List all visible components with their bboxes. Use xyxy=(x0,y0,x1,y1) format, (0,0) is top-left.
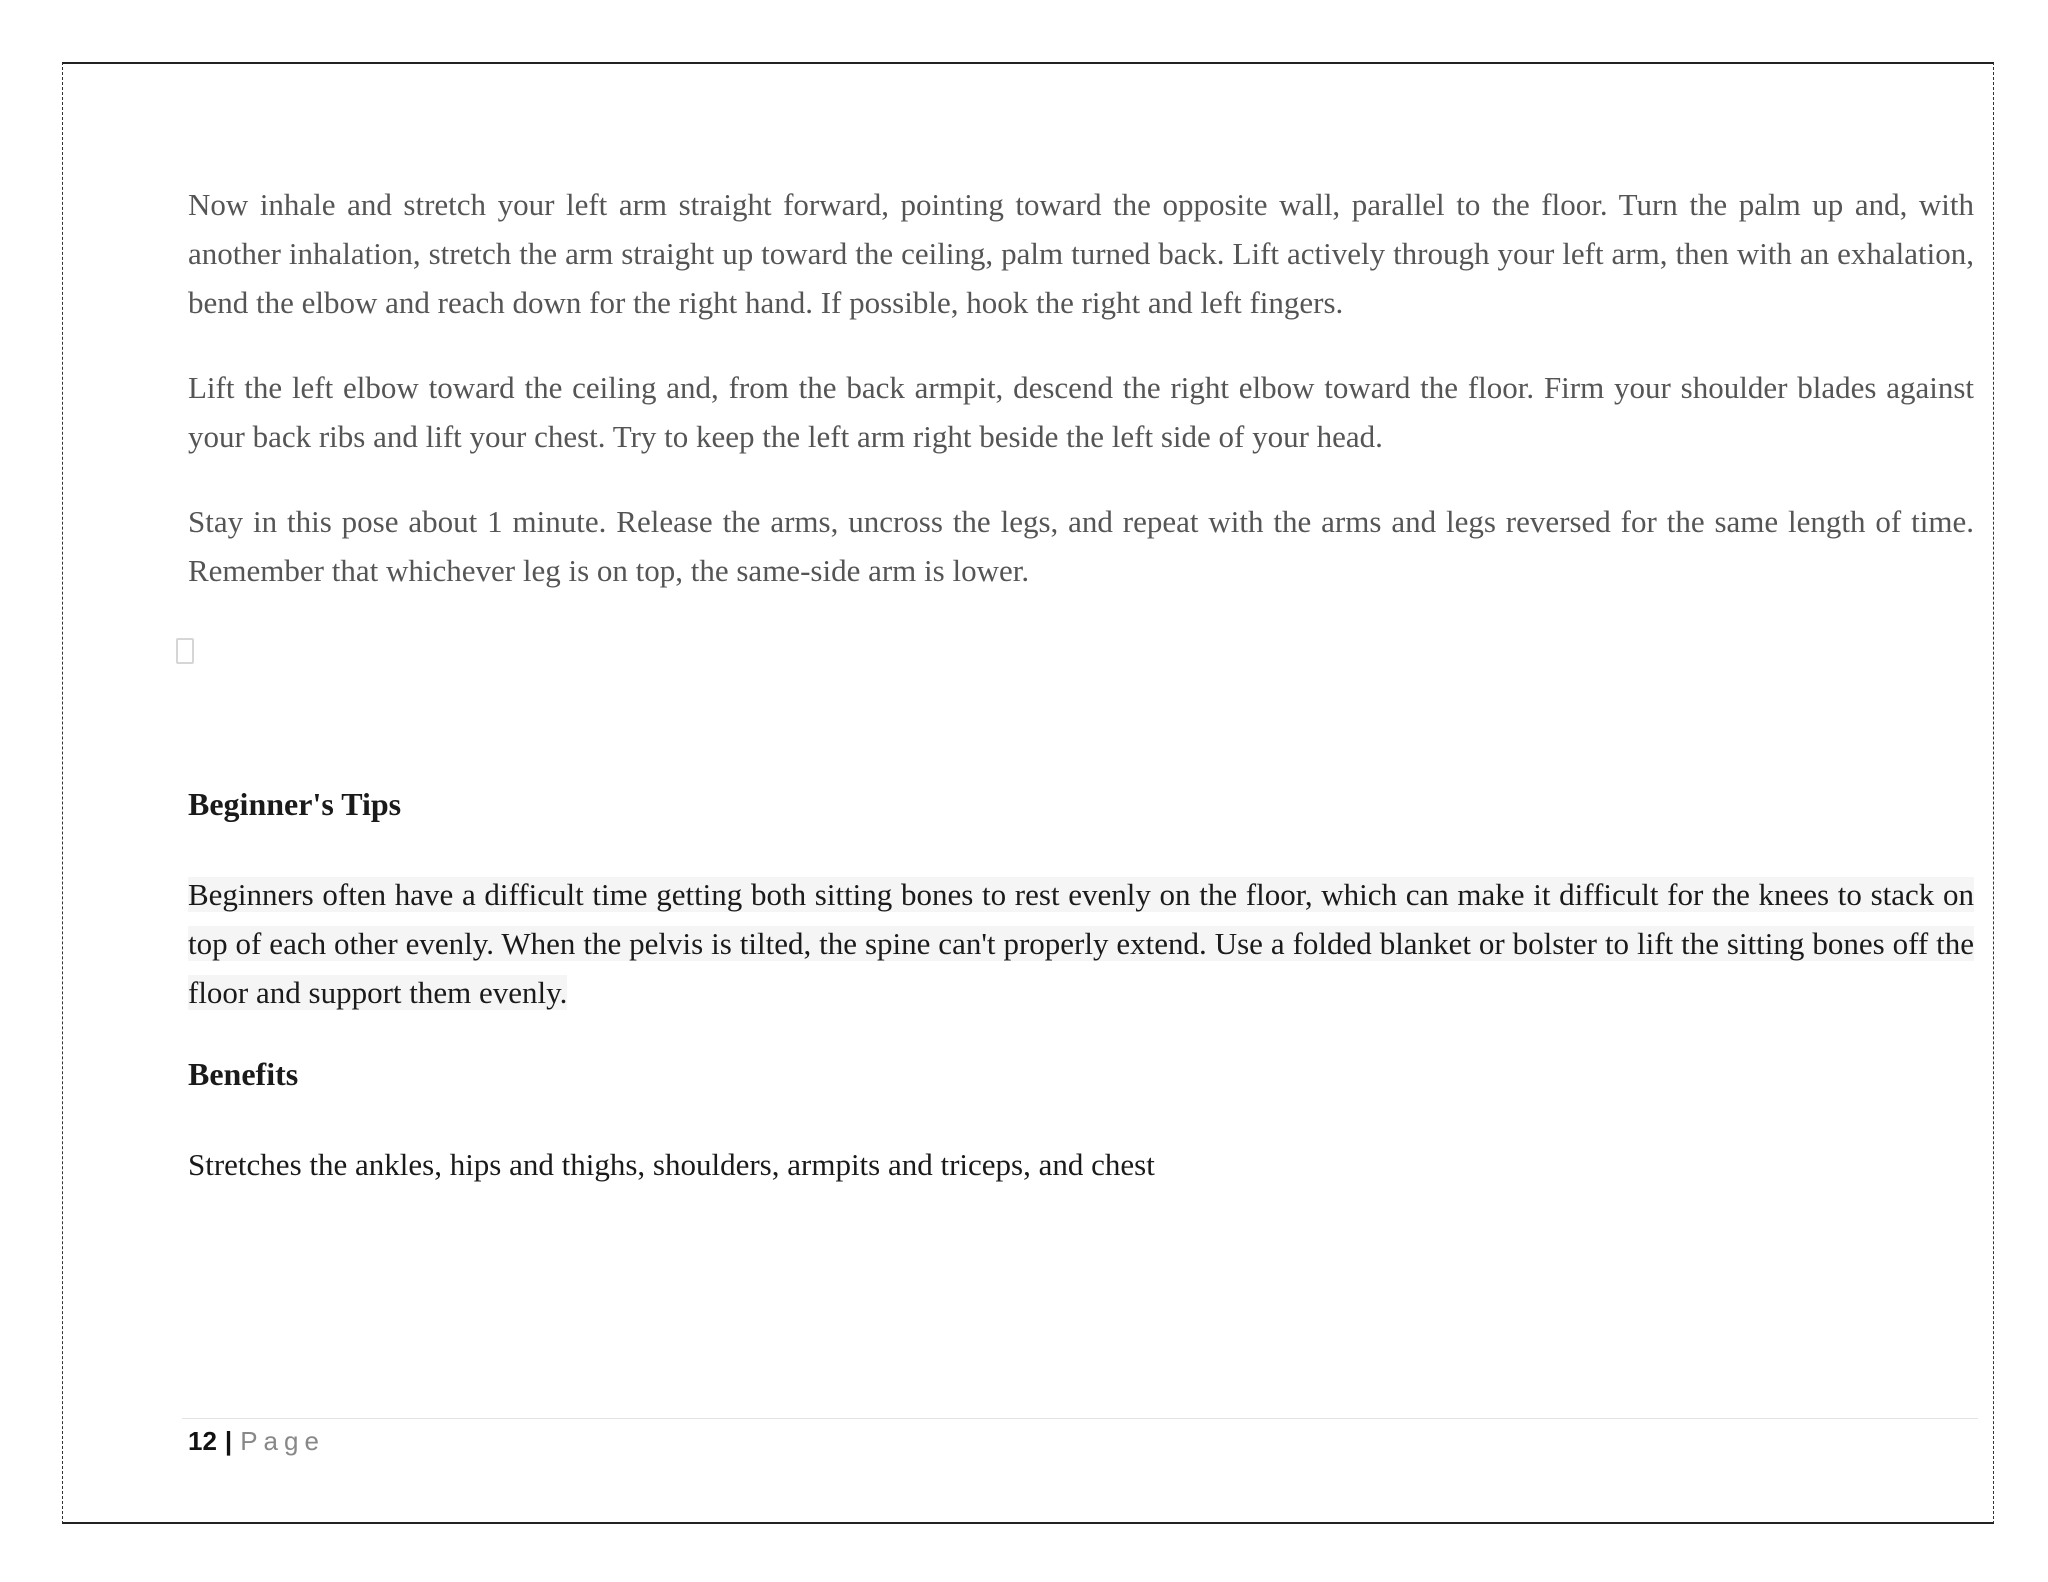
benefits-paragraph: Stretches the ankles, hips and thighs, shoulders, armpits and triceps, and chest xyxy=(188,1147,1155,1182)
beginners-tips-paragraph xyxy=(188,870,1974,1017)
beginners-tips-heading: Beginner's Tips xyxy=(188,786,402,822)
missing-glyph-icon xyxy=(176,638,194,664)
body-content xyxy=(188,180,1974,595)
footer-separator: | xyxy=(224,1426,233,1456)
body-paragraph-2: Lift the left elbow toward the ceiling and, from the back armpit, descend the right elbow toward the floor. Firm your shoulder blades against your back ribs and lift your chest. Try to keep the left arm right beside the left side of your head. xyxy=(188,370,1974,454)
page-label: Page xyxy=(240,1426,325,1456)
benefits-heading: Benefits xyxy=(188,1056,299,1092)
beginners-tips-text: Beginners often have a difficult time getting both sitting bones to rest evenly on the floor, which can make it difficult for the knees to stack on top of each other evenly. When the pelvis is tilted, the spine can't properly extend. Use a folded blanket or bolster to lift the sitting bones off the floor and support them evenly. xyxy=(188,877,1974,1010)
page-footer xyxy=(188,1425,325,1457)
footer-rule xyxy=(182,1418,1978,1419)
page-number: 12 xyxy=(188,1426,217,1456)
body-paragraph-3: Stay in this pose about 1 minute. Release the arms, uncross the legs, and repeat with the arms and legs reversed for the same length of time. Remember that whichever leg is on top, the same-side arm is lower. xyxy=(188,504,1974,588)
body-paragraph-1: Now inhale and stretch your left arm straight forward, pointing toward the opposite wall, parallel to the floor. Turn the palm up and, with another inhalation, stretch the arm straight up toward the ceiling, palm turned back. Lift actively through your left arm, then with an exhalation, bend the elbow and reach down for the right hand. If possible, hook the right and left fingers. xyxy=(188,187,1974,320)
